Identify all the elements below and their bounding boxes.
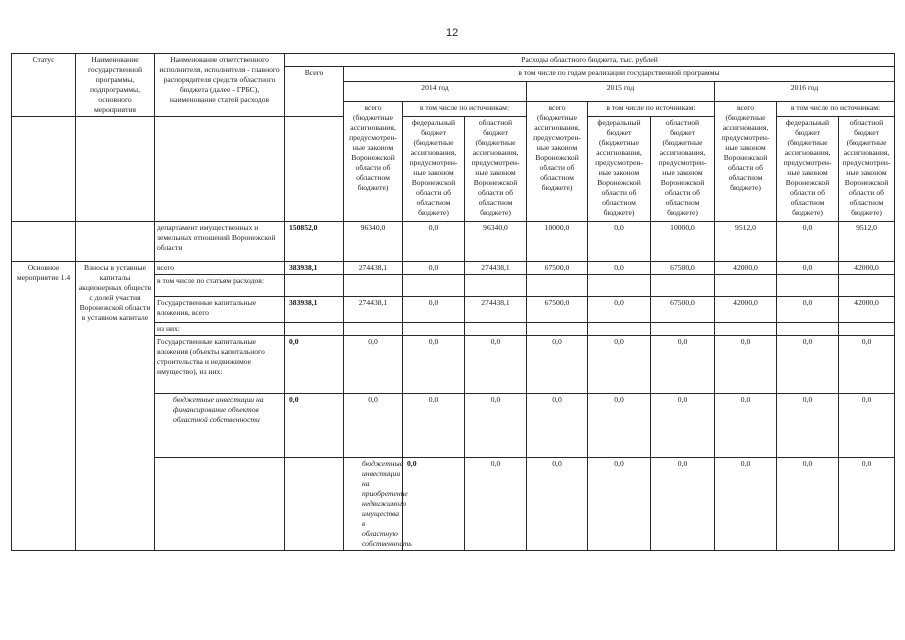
table-row <box>12 222 895 262</box>
cell-2014-federal: 0,0 <box>403 297 465 323</box>
header-expenses-title: Расходы областного бюджета, тыс. рублей <box>285 54 895 67</box>
cell-2014-regional: 0,0 <box>465 394 527 458</box>
header-total-allocations-2016: всего (бюджетные ассигнования, предусмотрен-ные законом Воронежской области об областном бюджете) <box>715 102 777 222</box>
header-program-spacer <box>76 117 155 222</box>
cell-2015-regional: 67500,0 <box>651 262 715 275</box>
cell-2016-federal: 0,0 <box>777 394 839 458</box>
cell-2014-total: 0,0 <box>344 336 403 394</box>
header-by-sources-2016: в том числе по источникам: <box>777 102 895 117</box>
cell-2016-total: 9512,0 <box>715 222 777 262</box>
cell-2015-total: 0,0 <box>651 458 715 551</box>
cell-2015-total: 67500,0 <box>527 262 588 275</box>
header-federal-2015: федеральный бюджет (бюджетные ассигнования, предусмотрен-ные законом Воронежской области об областном бюджете) <box>588 117 651 222</box>
cell-total: 383938,1 <box>285 297 344 323</box>
cell-2014-total: 0,0 <box>344 394 403 458</box>
cell-2016-federal: 0,0 <box>777 336 839 394</box>
cell-2016-federal: 0,0 <box>777 222 839 262</box>
header-regional-2014: областной бюджет (бюджетные ассигнования, предусмотрен-ные законом Воронежской области об областном бюджете) <box>465 117 527 222</box>
header-year-2014: 2014 год <box>344 82 527 102</box>
cell-2016-regional: 9512,0 <box>839 222 895 262</box>
cell-2015-total: 67500,0 <box>527 297 588 323</box>
empty-cell <box>344 323 403 336</box>
cell-2016-regional: 42000,0 <box>839 297 895 323</box>
cell-2015-total: 0,0 <box>527 394 588 458</box>
empty-cell <box>527 275 588 297</box>
cell-2015-federal: 0,0 <box>715 458 777 551</box>
cell-2015-total: 10000,0 <box>527 222 588 262</box>
empty-cell <box>588 323 651 336</box>
cell-2014-federal: 0,0 <box>403 262 465 275</box>
row-label: Государственные капитальные вложения (объекты капитального строительства и недвижимое имущество), из них: <box>155 336 285 394</box>
cell-2014-federal: 0,0 <box>403 394 465 458</box>
cell-2015-regional: 67500,0 <box>651 297 715 323</box>
empty-cell <box>715 323 777 336</box>
empty-cell <box>588 275 651 297</box>
header-executor-spacer <box>155 117 285 222</box>
empty-cell <box>777 323 839 336</box>
cell-total: 0,0 <box>285 394 344 458</box>
empty-cell <box>403 275 465 297</box>
empty-cell <box>777 275 839 297</box>
header-by-sources-2014: в том числе по источникам: <box>403 102 527 117</box>
header-total-spacer <box>285 117 344 222</box>
cell-2014-total: 0,0 <box>465 458 527 551</box>
cell-2014-federal: 0,0 <box>527 458 588 551</box>
cell-2014-regional: 274438,1 <box>465 262 527 275</box>
header-year-2016: 2016 год <box>715 82 895 102</box>
group-status: Основное мероприятие 1.4 <box>12 262 76 551</box>
row-label: в том числе по статьям расходов: <box>155 275 285 297</box>
row-label: бюджетные инвестиции на приобретение недвижимого имущества в областную собственность <box>344 458 403 551</box>
empty-cell <box>839 275 895 297</box>
empty-cell <box>344 275 403 297</box>
cell-2016-federal: 0,0 <box>777 262 839 275</box>
header-by-years: в том числе по годам реализации государственной программы <box>344 67 895 82</box>
cell-2015-federal: 0,0 <box>588 262 651 275</box>
cell-2016-total: 42000,0 <box>715 262 777 275</box>
cell-2015-regional: 10000,0 <box>651 222 715 262</box>
cell-2015-federal: 0,0 <box>588 222 651 262</box>
cell-2015-regional: 0,0 <box>651 336 715 394</box>
program-cell-empty <box>285 458 344 551</box>
cell-2016-regional: 0,0 <box>839 394 895 458</box>
header-status: Статус <box>12 54 76 117</box>
cell-2014-regional: 0,0 <box>588 458 651 551</box>
header-year-2015: 2015 год <box>527 82 715 102</box>
cell-2015-federal: 0,0 <box>588 297 651 323</box>
page-number: 12 <box>446 27 459 39</box>
row-label: бюджетные инвестиции на финансирование объектов областной собственности <box>155 394 285 458</box>
row-label: из них: <box>155 323 285 336</box>
cell-2016-regional: 42000,0 <box>839 262 895 275</box>
header-total-allocations-2015: всего (бюджетные ассигнования, предусмотрен-ные законом Воронежской области об областном бюджете) <box>527 102 588 222</box>
program-cell-empty <box>76 222 155 262</box>
header-status-spacer <box>12 117 76 222</box>
row-label: всего <box>155 262 285 275</box>
header-by-sources-2015: в том числе по источникам: <box>588 102 715 117</box>
cell-2014-federal: 0,0 <box>403 222 465 262</box>
header-federal-2014: федеральный бюджет (бюджетные ассигнования, предусмотрен-ные законом Воронежской области об областном бюджете) <box>403 117 465 222</box>
empty-cell <box>403 323 465 336</box>
cell-total: 0,0 <box>403 458 465 551</box>
cell-2014-total: 96340,0 <box>344 222 403 262</box>
header-regional-2015: областной бюджет (бюджетные ассигнования, предусмотрен-ные законом Воронежской области об областном бюджете) <box>651 117 715 222</box>
cell-2015-regional: 0,0 <box>777 458 839 551</box>
cell-2014-total: 274438,1 <box>344 262 403 275</box>
empty-cell <box>465 275 527 297</box>
cell-2014-regional: 96340,0 <box>465 222 527 262</box>
cell-2014-total: 274438,1 <box>344 297 403 323</box>
header-program-name: Наименование государственной программы, подпрограммы, основного мероприятия <box>76 54 155 117</box>
status-cell-empty <box>12 222 76 262</box>
header-total-allocations-2014: всего (бюджетные ассигнования, предусмотрен-ные законом Воронежской области об областном бюджете) <box>344 102 403 222</box>
empty-cell <box>465 323 527 336</box>
empty-cell <box>715 275 777 297</box>
row-label: департамент имущественных и земельных отношений Воронежской области <box>155 222 285 262</box>
empty-cell <box>285 275 344 297</box>
cell-2016-total: 0,0 <box>839 458 895 551</box>
cell-2014-federal: 0,0 <box>403 336 465 394</box>
empty-cell <box>285 323 344 336</box>
cell-total: 150852,0 <box>285 222 344 262</box>
empty-cell <box>839 323 895 336</box>
header-executor: Наименование ответственного исполнителя, исполнителя - главного распорядителя средств областного бюджета (далее - ГРБС), наименование статей расходов <box>155 54 285 117</box>
table-row <box>12 262 895 275</box>
status-cell-empty <box>155 458 285 551</box>
row-label: Государственные капитальные вложения, всего <box>155 297 285 323</box>
cell-2014-regional: 274438,1 <box>465 297 527 323</box>
cell-2015-federal: 0,0 <box>588 394 651 458</box>
empty-cell <box>527 323 588 336</box>
cell-2016-regional: 0,0 <box>839 336 895 394</box>
cell-2016-total: 0,0 <box>715 336 777 394</box>
cell-2015-regional: 0,0 <box>651 394 715 458</box>
header-federal-2016: федеральный бюджет (бюджетные ассигнования, предусмотрен-ные законом Воронежской области об областном бюджете) <box>777 117 839 222</box>
header-regional-2016: областной бюджет (бюджетные ассигнования, предусмотрен-ные законом Воронежской области об областном бюджете) <box>839 117 895 222</box>
cell-2016-federal: 0,0 <box>777 297 839 323</box>
cell-total: 0,0 <box>285 336 344 394</box>
cell-2015-total: 0,0 <box>527 336 588 394</box>
budget-table <box>11 53 895 551</box>
cell-2014-regional: 0,0 <box>465 336 527 394</box>
empty-cell <box>651 323 715 336</box>
group-name: Взносы в уставные капиталы акционерных обществ с долей участия Воронежской области в уставном капитале <box>76 262 155 551</box>
cell-2015-federal: 0,0 <box>588 336 651 394</box>
cell-2016-total: 42000,0 <box>715 297 777 323</box>
empty-cell <box>651 275 715 297</box>
header-total: Всего <box>285 67 344 117</box>
cell-total: 383938,1 <box>285 262 344 275</box>
cell-2016-total: 0,0 <box>715 394 777 458</box>
